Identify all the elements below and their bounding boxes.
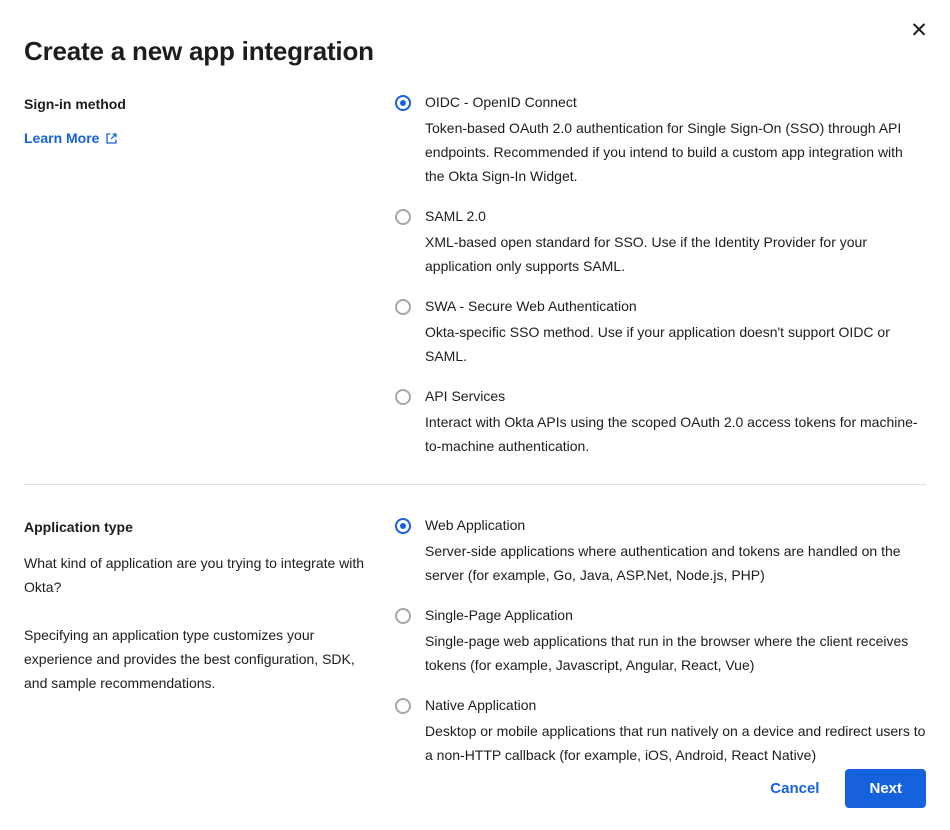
cancel-button[interactable]: Cancel [766, 772, 823, 805]
radio-title: OIDC - OpenID Connect [425, 94, 577, 110]
radio-option-single-page-application[interactable] [395, 605, 926, 677]
radio-icon[interactable] [395, 608, 411, 624]
radio-title: Native Application [425, 697, 537, 713]
sign-in-method-options [395, 92, 926, 458]
radio-option-api-services[interactable] [395, 386, 926, 458]
external-link-icon [105, 132, 118, 145]
radio-body [425, 386, 926, 458]
close-icon[interactable]: ✕ [906, 18, 932, 44]
radio-option-swa[interactable] [395, 296, 926, 368]
application-type-radio-group [395, 515, 926, 767]
learn-more-link[interactable] [24, 128, 118, 148]
radio-description: Okta-specific SSO method. Use if your application doesn't support OIDC or SAML. [425, 324, 890, 364]
learn-more-label: Learn More [24, 130, 100, 146]
radio-description: XML-based open standard for SSO. Use if the Identity Provider for your application only supports SAML. [425, 234, 867, 274]
radio-title: SWA - Secure Web Authentication [425, 298, 637, 314]
radio-icon[interactable] [395, 95, 411, 111]
radio-description: Server-side applications where authentication and tokens are handled on the server (for example, Go, Java, ASP.Net, Node.js, PHP) [425, 543, 901, 583]
radio-title: API Services [425, 388, 506, 404]
sign-in-method-section [0, 68, 950, 458]
radio-body [425, 605, 926, 677]
application-type-options [395, 515, 926, 767]
radio-icon[interactable] [395, 299, 411, 315]
radio-option-saml[interactable] [395, 206, 926, 278]
application-type-label: Application type [24, 519, 133, 535]
radio-option-oidc[interactable] [395, 92, 926, 188]
application-type-left [24, 515, 395, 767]
dialog-footer [766, 769, 926, 808]
radio-description: Desktop or mobile applications that run natively on a device and redirect users to a non-HTTP callback (for example, iOS, Android, React Native) [425, 723, 926, 763]
radio-title: SAML 2.0 [425, 208, 486, 224]
application-type-helper-2: Specifying an application type customizes your experience and provides the best configuration, SDK, and sample recommendations. [24, 627, 355, 691]
radio-icon[interactable] [395, 698, 411, 714]
next-button[interactable]: Next [845, 769, 926, 808]
radio-title: Web Application [425, 517, 526, 533]
radio-title: Single-Page Application [425, 607, 573, 623]
application-type-section [0, 485, 950, 767]
radio-option-native-application[interactable] [395, 695, 926, 767]
application-type-helper-1: What kind of application are you trying to integrate with Okta? [24, 555, 365, 595]
radio-description: Token-based OAuth 2.0 authentication for Single Sign-On (SSO) through API endpoints. Recommended if you intend to build a custom app integration with the Okta Sign-In Widget. [425, 120, 903, 184]
radio-body [425, 515, 926, 587]
radio-description: Interact with Okta APIs using the scoped OAuth 2.0 access tokens for machine-to-machine authentication. [425, 414, 918, 454]
sign-in-method-left [24, 92, 395, 458]
radio-option-web-application[interactable] [395, 515, 926, 587]
radio-icon[interactable] [395, 389, 411, 405]
radio-body [425, 296, 926, 368]
sign-in-method-radio-group [395, 92, 926, 458]
radio-icon[interactable] [395, 209, 411, 225]
sign-in-method-label: Sign-in method [24, 96, 126, 112]
radio-description: Single-page web applications that run in the browser where the client receives tokens (for example, Javascript, Angular, React, Vue) [425, 633, 909, 673]
radio-body [425, 695, 926, 767]
page-title: Create a new app integration [24, 36, 374, 66]
radio-body [425, 206, 926, 278]
radio-icon[interactable] [395, 518, 411, 534]
radio-body [425, 92, 926, 188]
